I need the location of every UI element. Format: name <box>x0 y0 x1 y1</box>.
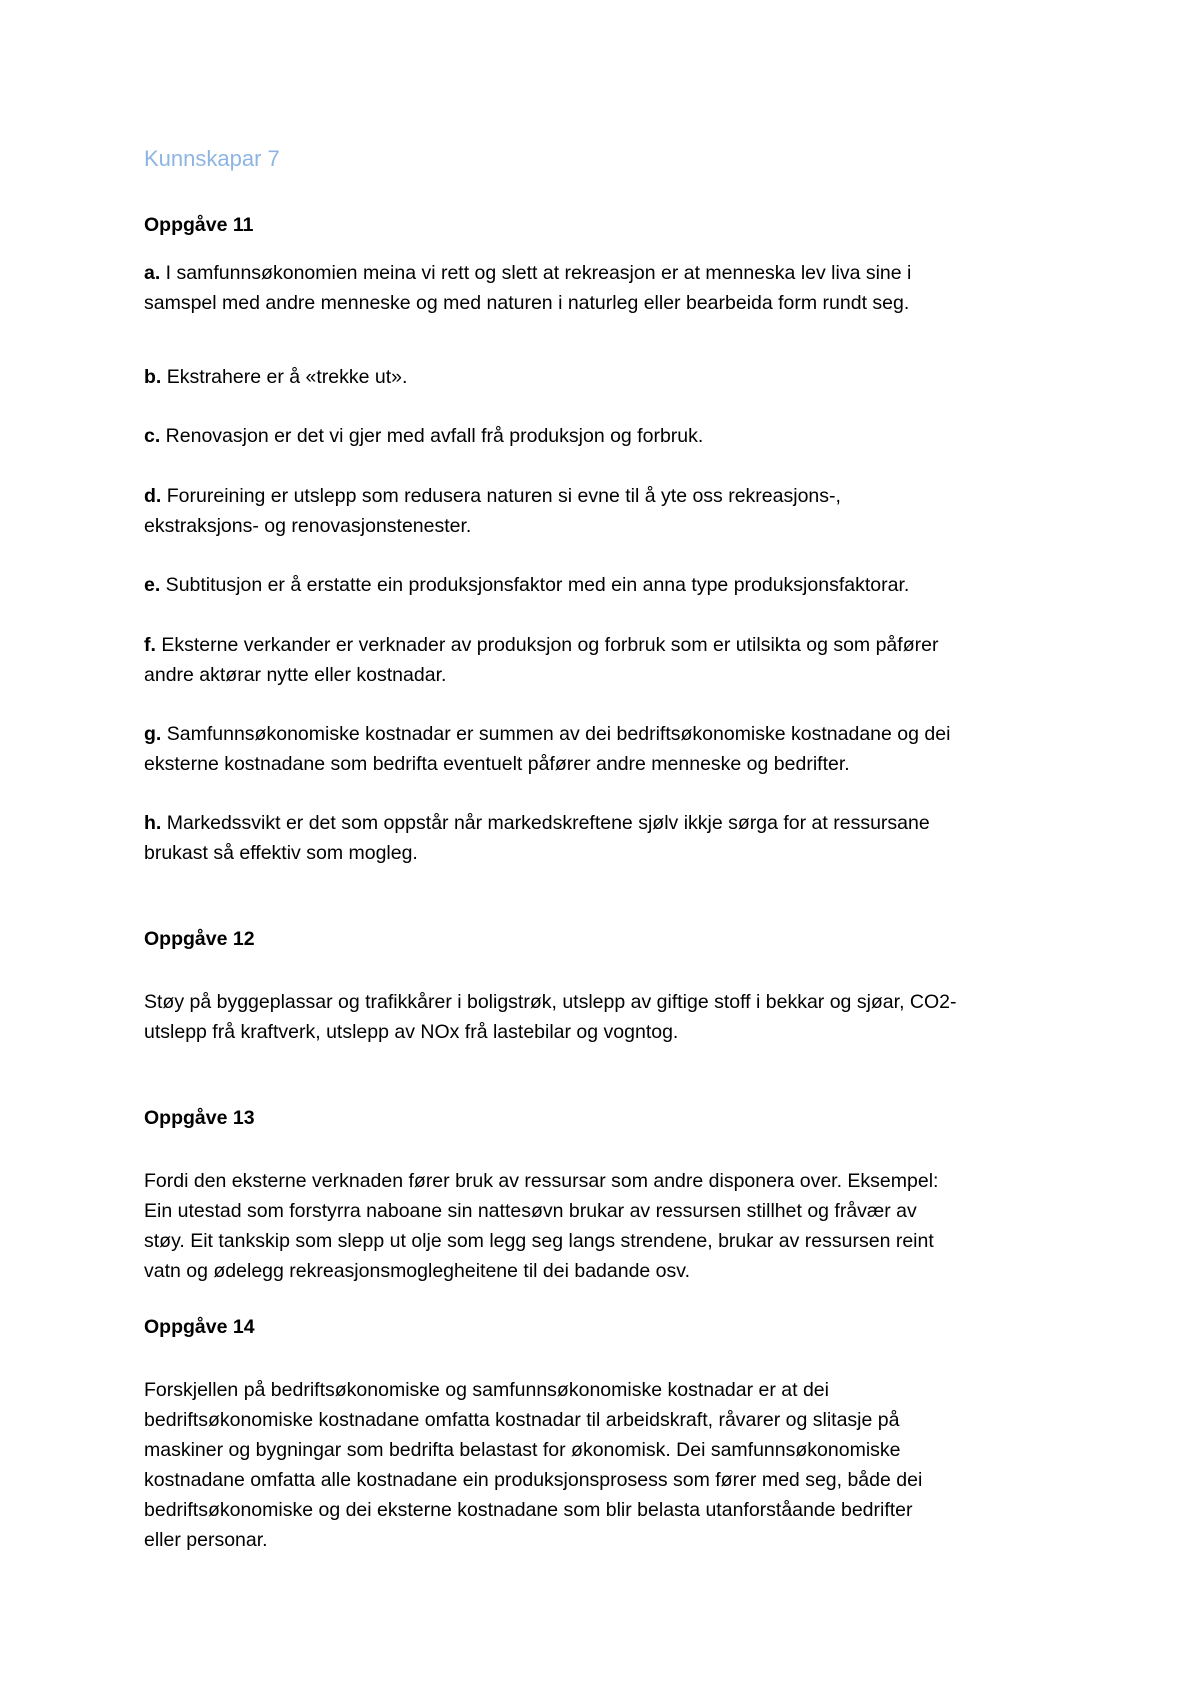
answer-text: Markedssvikt er det som oppstår når markedskreftene sjølv ikkje sørga for at ressursane brukast så effektiv som mogleg. <box>144 812 930 864</box>
answer-label: g. <box>144 723 162 745</box>
answer-label: c. <box>144 425 161 447</box>
section-body-oppgave-13: Fordi den eksterne verknaden fører bruk av ressursar som andre disponera over. Eksempel: Ein utestad som forstyrra naboane sin nattesøvn brukar av ressursen stillhet og fråvær av støy. Eit tankskip som slepp ut olje som legg seg langs strendene, brukar av ressursen reint vatn og ødelegg rekreasjonsmoglegheitene til dei badande osv. <box>144 1170 939 1282</box>
section-heading-oppgave-14: Oppgåve 14 <box>144 1316 255 1338</box>
section-body-oppgave-14: Forskjellen på bedriftsøkonomiske og samfunnsøkonomiske kostnadar er at dei bedriftsøkonomiske kostnadane omfatta kostnadar til arbeidskraft, råvarer og slitasje på maskiner og bygningar som bedrifta belastast for økonomisk. Dei samfunnsøkonomiske kostnadane omfatta alle kostnadane ein produksjonsprosess som fører med seg, både dei bedriftsøkonomiske og dei eksterne kostnadane som blir belasta utanforståande bedrifter eller personar. <box>144 1379 923 1551</box>
answer-item-b <box>144 362 1064 392</box>
answer-item-g <box>144 719 1064 779</box>
answer-item-a <box>144 258 1064 318</box>
section-body-oppgave-12: Støy på byggeplassar og trafikkårer i boligstrøk, utslepp av giftige stoff i bekkar og sjøar, CO2- utslepp frå kraftverk, utslepp av NOx frå lastebilar og vogntog. <box>144 991 957 1043</box>
answer-item-h <box>144 808 1064 868</box>
answer-text: Ekstrahere er å «trekke ut». <box>161 366 408 388</box>
answer-text: I samfunnsøkonomien meina vi rett og slett at rekreasjon er at menneska lev liva sine i samspel med andre menneske og med naturen i naturleg eller bearbeida form rundt seg. <box>144 262 912 314</box>
answer-item-c <box>144 421 1064 451</box>
answer-label: f. <box>144 634 156 656</box>
answer-label: a. <box>144 262 161 284</box>
section-heading-oppgave-11: Oppgåve 11 <box>144 214 254 236</box>
answer-text: Renovasjon er det vi gjer med avfall frå produksjon og forbruk. <box>160 425 704 447</box>
answer-text: Forureining er utslepp som redusera naturen si evne til å yte oss rekreasjons-, ekstraksjons- og renovasjonstenester. <box>144 485 841 537</box>
answer-label: e. <box>144 574 161 596</box>
answer-item-f <box>144 630 1064 690</box>
answer-item-d <box>144 481 1064 541</box>
answer-label: h. <box>144 812 162 834</box>
section-heading-oppgave-12: Oppgåve 12 <box>144 928 255 950</box>
answer-item-e <box>144 570 1064 600</box>
section-heading-oppgave-13: Oppgåve 13 <box>144 1107 255 1129</box>
answer-text: Subtitusjon er å erstatte ein produksjonsfaktor med ein anna type produksjonsfaktorar. <box>160 574 910 596</box>
answer-text: Eksterne verkander er verknader av produksjon og forbruk som er utilsikta og som påfører andre aktørar nytte eller kostnadar. <box>144 634 939 686</box>
document-title: Kunnskapar 7 <box>144 146 280 171</box>
answer-text: Samfunnsøkonomiske kostnadar er summen av dei bedriftsøkonomiske kostnadane og dei eksterne kostnadane som bedrifta eventuelt påfører andre menneske og bedrifter. <box>144 723 951 775</box>
answer-label: b. <box>144 366 162 388</box>
answer-label: d. <box>144 485 162 507</box>
